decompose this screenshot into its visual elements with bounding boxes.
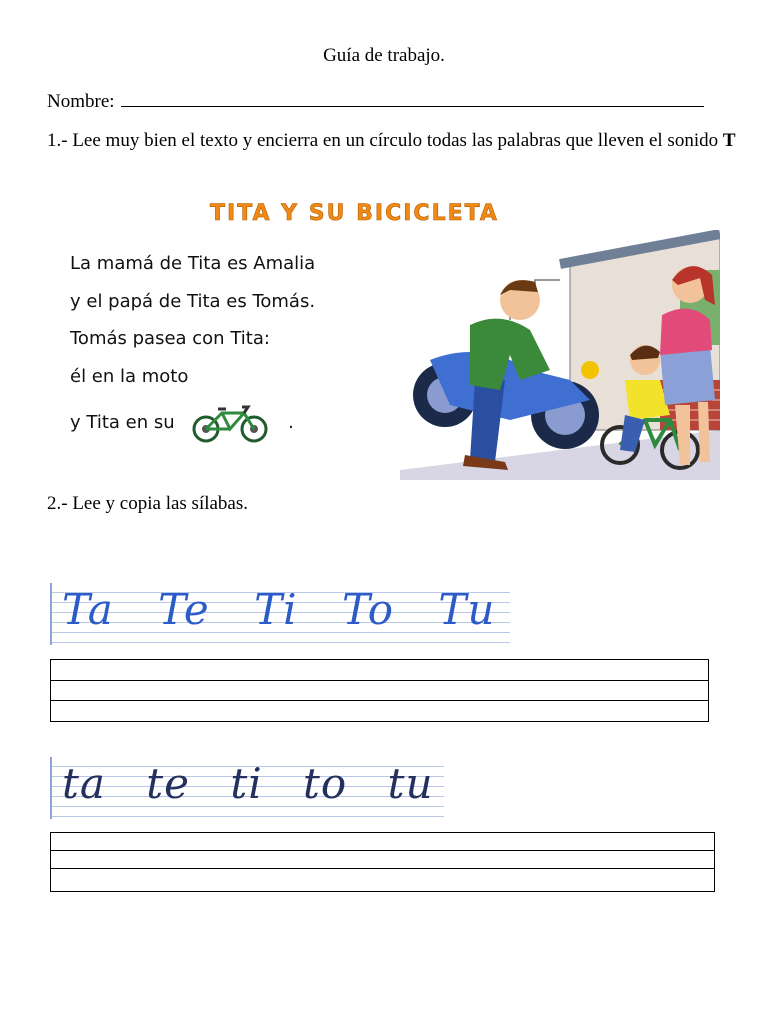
cursive-model-uppercase [50,583,510,645]
motorcycle-family-illustration [360,230,720,480]
syllable: Te [158,585,210,634]
story-line: y Tita en su [70,412,175,433]
question-1-sound: T [722,130,736,151]
syllable: ta [62,759,106,808]
name-input-line[interactable] [121,88,704,107]
story-line-last [70,403,315,441]
question-1-text: 1.- Lee muy bien el texto y encierra en un círculo todas las palabras que lleven el sonido [47,130,723,151]
story-line: y el papá de Tita es Tomás. [70,290,316,312]
writing-rule [51,700,708,701]
syllable: ti [230,759,263,808]
syllable: tu [387,759,434,808]
syllable: Ta [62,585,114,634]
story-end-dot: . [288,412,294,433]
bicycle-icon [190,403,272,443]
writing-lines-1[interactable] [50,659,709,722]
cursive-syllables [62,759,434,808]
story-illustration [60,195,725,485]
syllable: To [341,585,394,634]
syllable: to [303,759,348,808]
cursive-syllables [62,585,495,634]
cursive-model-lowercase [50,757,444,819]
question-2: 2.- Lee y copia las sílabas. [47,493,249,514]
story-line: La mamá de Tita es Amalia [70,253,316,274]
writing-rule [51,850,714,851]
syllable: Ti [254,585,298,634]
question-1 [47,126,737,155]
story-line: él en la moto [70,365,189,387]
syllable: te [146,759,191,808]
name-label: Nombre: [47,91,115,112]
story-text [70,253,315,441]
syllable: Tu [438,585,496,634]
writing-rule [51,680,708,681]
writing-lines-2[interactable] [50,832,715,892]
page-title: Guía de trabajo. [323,45,445,66]
name-field [47,88,704,113]
story-title: TITA Y SU BICICLETA [210,201,499,226]
story-line: Tomás pasea con Tita: [70,328,270,349]
writing-rule [51,868,714,869]
